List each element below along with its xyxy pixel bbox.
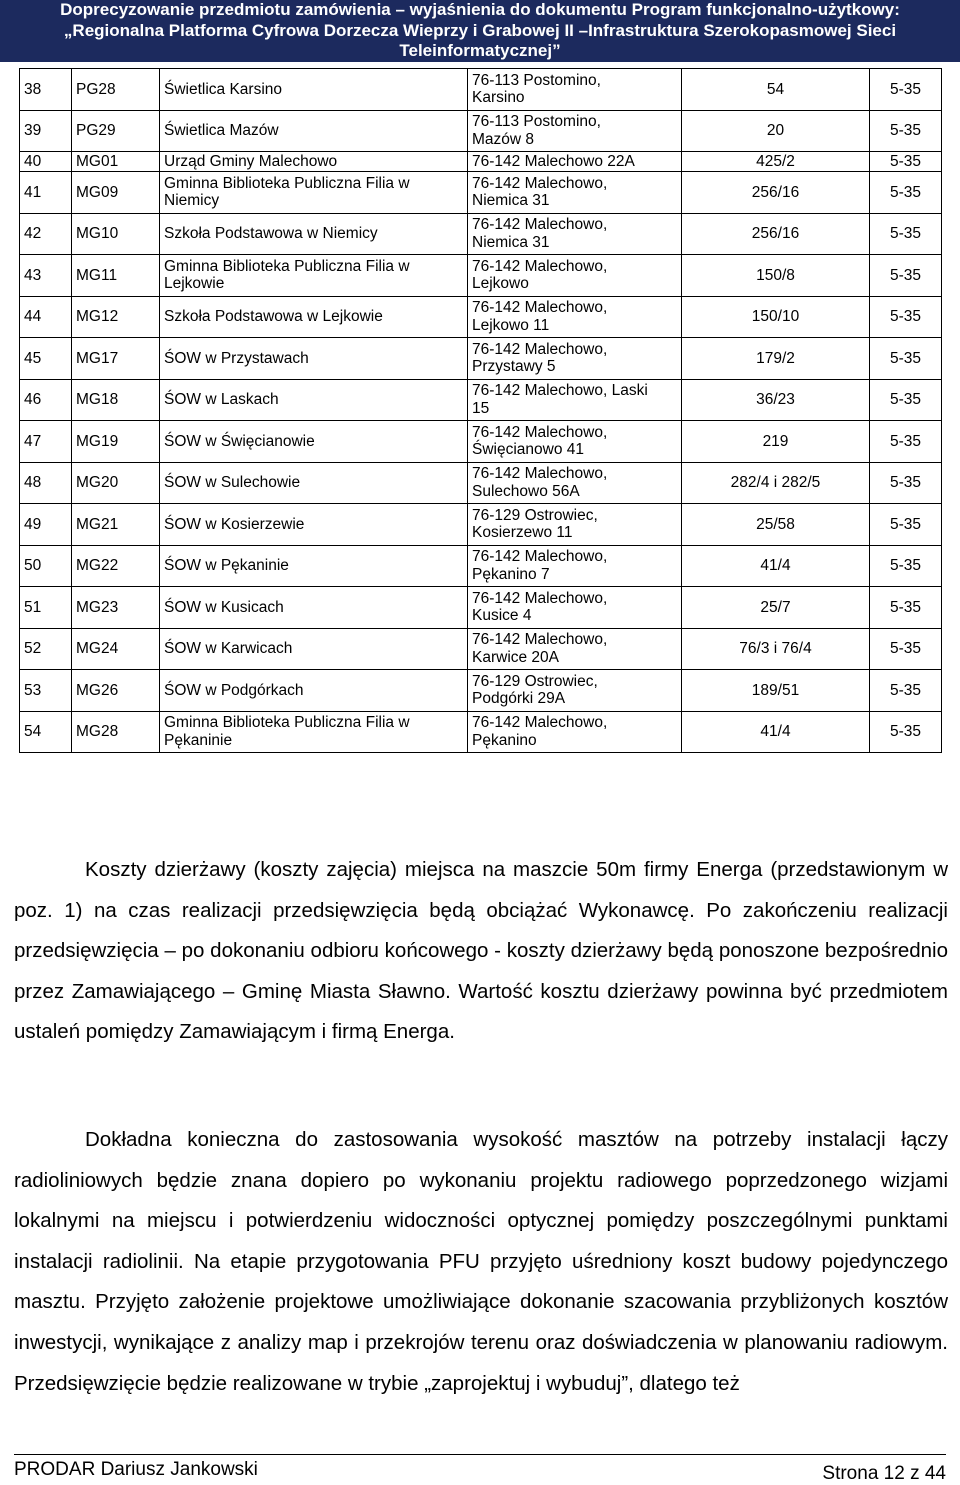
address-line: 76-129 Ostrowiec,: [472, 506, 598, 524]
address-line: 76-142 Malechowo,: [472, 548, 608, 566]
cell-range: 5-35: [870, 545, 942, 587]
address-line: Sulechowo 56A: [472, 482, 580, 500]
cell-lp: 42: [20, 213, 72, 255]
cell-plot: 256/16: [682, 213, 870, 255]
cell-name: ŚOW w Kusicach: [160, 587, 468, 629]
cell-address: [468, 421, 682, 463]
cell-code: MG23: [72, 587, 160, 629]
address-line: 76-142 Malechowo,: [472, 465, 608, 483]
cell-address: [468, 296, 682, 338]
cell-code: MG28: [72, 711, 160, 753]
address-line: 15: [472, 399, 490, 417]
cell-lp: 50: [20, 545, 72, 587]
address-line: Karsino: [472, 89, 525, 107]
address-line: Pękanino 7: [472, 565, 550, 583]
cell-lp: 41: [20, 172, 72, 214]
cell-code: MG11: [72, 255, 160, 297]
address-line: Niemica 31: [472, 192, 550, 210]
address-line: Lejkowo: [472, 275, 529, 293]
cell-range: 5-35: [870, 338, 942, 380]
address-line: Przystawy 5: [472, 358, 556, 376]
table-row: [20, 172, 942, 214]
table-row: [20, 504, 942, 546]
cell-range: 5-35: [870, 69, 942, 111]
cell-plot: 150/8: [682, 255, 870, 297]
cell-range: 5-35: [870, 296, 942, 338]
cell-name: Szkoła Podstawowa w Lejkowie: [160, 296, 468, 338]
address-line: Lejkowo 11: [472, 316, 550, 334]
cell-address: [468, 213, 682, 255]
cell-address: [468, 504, 682, 546]
cell-lp: 43: [20, 255, 72, 297]
cell-plot: 36/23: [682, 379, 870, 421]
cell-range: 5-35: [870, 462, 942, 504]
address-line: 76-129 Ostrowiec,: [472, 672, 598, 690]
cell-code: PG28: [72, 69, 160, 111]
paragraph-lease-costs: Koszty dzierżawy (koszty zajęcia) miejsca na maszcie 50m firmy Energa (przedstawionym w poz. 1) na czas realizacji przedsięwzięcia będą obciążać Wykonawcę. Po zakończeniu realizacji przedsięwzięcia – po dokonaniu odbioru końcowego - koszty dzierżawy będą ponoszone bezpośrednio przez Zamawiającego – Gminę Miasta Sławno. Wartość kosztu dzierżawy powinna być przedmiotem ustaleń pomiędzy Zamawiającym i firmą Energa.: [14, 858, 948, 1044]
cell-plot: 219: [682, 421, 870, 463]
header-line-1: Doprecyzowanie przedmiotu zamówienia – wyjaśnienia do dokumentu Program funkcjonalno-użytkowy:: [60, 0, 900, 19]
cell-range: 5-35: [870, 379, 942, 421]
table-row: [20, 379, 942, 421]
table-row: [20, 69, 942, 111]
cell-code: MG20: [72, 462, 160, 504]
cell-name: ŚOW w Laskach: [160, 379, 468, 421]
cell-plot: 41/4: [682, 545, 870, 587]
address-line: 76-142 Malechowo, Laski: [472, 382, 648, 400]
cell-plot: 76/3 i 76/4: [682, 628, 870, 670]
cell-address: [468, 69, 682, 111]
cell-plot: 20: [682, 110, 870, 152]
cell-range: 5-35: [870, 172, 942, 214]
cell-range: 5-35: [870, 152, 942, 172]
address-line: 76-142 Malechowo,: [472, 257, 608, 275]
document-header: [0, 0, 960, 62]
address-line: 76-142 Malechowo,: [472, 299, 608, 317]
cell-address: [468, 670, 682, 712]
address-line: 76-113 Postomino,: [472, 71, 601, 89]
cell-code: MG17: [72, 338, 160, 380]
table-row: [20, 338, 942, 380]
address-line: Karwice 20A: [472, 648, 560, 666]
cell-address: [468, 379, 682, 421]
table-row: [20, 296, 942, 338]
cell-address: [468, 587, 682, 629]
table-row: [20, 670, 942, 712]
cell-plot: 25/7: [682, 587, 870, 629]
address-line: Podgórki 29A: [472, 690, 566, 708]
header-line-2: „Regionalna Platforma Cyfrowa Dorzecza Wieprzy i Grabowej II –Infrastruktura Szerokopasmowej Sieci: [63, 20, 897, 40]
footer-page-number: Strona 12 z 44: [822, 1463, 946, 1484]
cell-name: Gminna Biblioteka Publiczna Filia w Lejkowie: [160, 255, 468, 297]
cell-address: [468, 255, 682, 297]
cell-address: [468, 172, 682, 214]
address-line: Pękanino: [472, 731, 537, 749]
address-line: 76-142 Malechowo,: [472, 589, 608, 607]
cell-range: 5-35: [870, 711, 942, 753]
address-line: Święcianowo 41: [472, 441, 585, 459]
table-row: [20, 255, 942, 297]
cell-lp: 47: [20, 421, 72, 463]
cell-address: [468, 628, 682, 670]
address-line: 76-142 Malechowo,: [472, 340, 608, 358]
cell-address: [468, 711, 682, 753]
cell-lp: 46: [20, 379, 72, 421]
cell-address: [468, 462, 682, 504]
cell-plot: 189/51: [682, 670, 870, 712]
cell-name: Gminna Biblioteka Publiczna Filia w Pękaninie: [160, 711, 468, 753]
cell-code: MG19: [72, 421, 160, 463]
cell-name: ŚOW w Karwicach: [160, 628, 468, 670]
cell-code: MG26: [72, 670, 160, 712]
address-line: 76-142 Malechowo,: [472, 423, 608, 441]
cell-plot: 282/4 i 282/5: [682, 462, 870, 504]
address-line: Kusice 4: [472, 607, 532, 625]
cell-name: Świetlica Mazów: [160, 110, 468, 152]
cell-address: [468, 152, 682, 172]
cell-code: MG22: [72, 545, 160, 587]
locations-table: [19, 68, 942, 753]
cell-range: 5-35: [870, 110, 942, 152]
cell-plot: 256/16: [682, 172, 870, 214]
cell-lp: 48: [20, 462, 72, 504]
cell-address: [468, 338, 682, 380]
footer-author: PRODAR Dariusz Jankowski: [14, 1459, 258, 1480]
cell-plot: 25/58: [682, 504, 870, 546]
cell-code: MG21: [72, 504, 160, 546]
cell-name: Szkoła Podstawowa w Niemicy: [160, 213, 468, 255]
cell-name: Świetlica Karsino: [160, 69, 468, 111]
table-row: [20, 110, 942, 152]
cell-lp: 39: [20, 110, 72, 152]
cell-code: PG29: [72, 110, 160, 152]
cell-code: MG10: [72, 213, 160, 255]
table-row: [20, 628, 942, 670]
cell-name: ŚOW w Sulechowie: [160, 462, 468, 504]
cell-name: ŚOW w Święcianowie: [160, 421, 468, 463]
cell-name: ŚOW w Przystawach: [160, 338, 468, 380]
header-line-3: Teleinformatycznej”: [399, 41, 561, 60]
address-line: 76-142 Malechowo,: [472, 216, 608, 234]
cell-code: MG09: [72, 172, 160, 214]
address-line: 76-142 Malechowo,: [472, 714, 608, 732]
cell-lp: 51: [20, 587, 72, 629]
cell-range: 5-35: [870, 670, 942, 712]
cell-range: 5-35: [870, 213, 942, 255]
table-row: [20, 213, 942, 255]
page-footer: [14, 1454, 946, 1484]
cell-plot: 150/10: [682, 296, 870, 338]
address-line: Mazów 8: [472, 130, 535, 148]
cell-lp: 49: [20, 504, 72, 546]
cell-address: [468, 110, 682, 152]
cell-lp: 45: [20, 338, 72, 380]
table-row: [20, 545, 942, 587]
cell-range: 5-35: [870, 421, 942, 463]
cell-lp: 44: [20, 296, 72, 338]
cell-code: MG01: [72, 152, 160, 172]
cell-lp: 54: [20, 711, 72, 753]
address-line: 76-142 Malechowo,: [472, 174, 608, 192]
cell-lp: 52: [20, 628, 72, 670]
cell-name: Urząd Gminy Malechowo: [160, 152, 468, 172]
table-row: [20, 587, 942, 629]
cell-plot: 41/4: [682, 711, 870, 753]
cell-name: ŚOW w Pękaninie: [160, 545, 468, 587]
cell-name: ŚOW w Kosierzewie: [160, 504, 468, 546]
cell-lp: 40: [20, 152, 72, 172]
cell-plot: 179/2: [682, 338, 870, 380]
address-line: 76-142 Malechowo,: [472, 631, 608, 649]
address-line: 76-142 Malechowo 22A: [472, 152, 635, 170]
table-row: [20, 421, 942, 463]
locations-table-body: [20, 69, 942, 753]
cell-code: MG18: [72, 379, 160, 421]
table-row: [20, 152, 942, 172]
cell-range: 5-35: [870, 504, 942, 546]
table-row: [20, 711, 942, 753]
address-line: 76-113 Postomino,: [472, 113, 601, 131]
cell-lp: 38: [20, 69, 72, 111]
cell-code: MG24: [72, 628, 160, 670]
cell-code: MG12: [72, 296, 160, 338]
cell-address: [468, 545, 682, 587]
cell-name: ŚOW w Podgórkach: [160, 670, 468, 712]
cell-plot: 425/2: [682, 152, 870, 172]
cell-range: 5-35: [870, 587, 942, 629]
address-line: Niemica 31: [472, 233, 550, 251]
table-row: [20, 462, 942, 504]
paragraph-mast-height: Dokładna konieczna do zastosowania wysokość masztów na potrzeby instalacji łączy radioliniowych będzie znana dopiero po wykonaniu projektu radiowego poprzedzonego wizjami lokalnymi na miejscu i potwierdzeniu widoczności optycznej pomiędzy poszczególnymi punktami instalacji radiolinii. Na etapie przygotowania PFU przyjęto uśredniony koszt budowy pojedynczego masztu. Przyjęto założenie projektowe umożliwiające dokonanie szacowania przybliżonych kosztów inwestycji, wynikające z analizy map i przekrojów terenu oraz doświadczenia w planowaniu radiowym. Przedsięwzięcie będzie realizowane w trybie „zaprojektuj i wybuduj”, dlatego też: [14, 1128, 948, 1395]
cell-lp: 53: [20, 670, 72, 712]
address-line: Kosierzewo 11: [472, 524, 573, 542]
cell-plot: 54: [682, 69, 870, 111]
cell-range: 5-35: [870, 255, 942, 297]
cell-range: 5-35: [870, 628, 942, 670]
cell-name: Gminna Biblioteka Publiczna Filia w Niemicy: [160, 172, 468, 214]
